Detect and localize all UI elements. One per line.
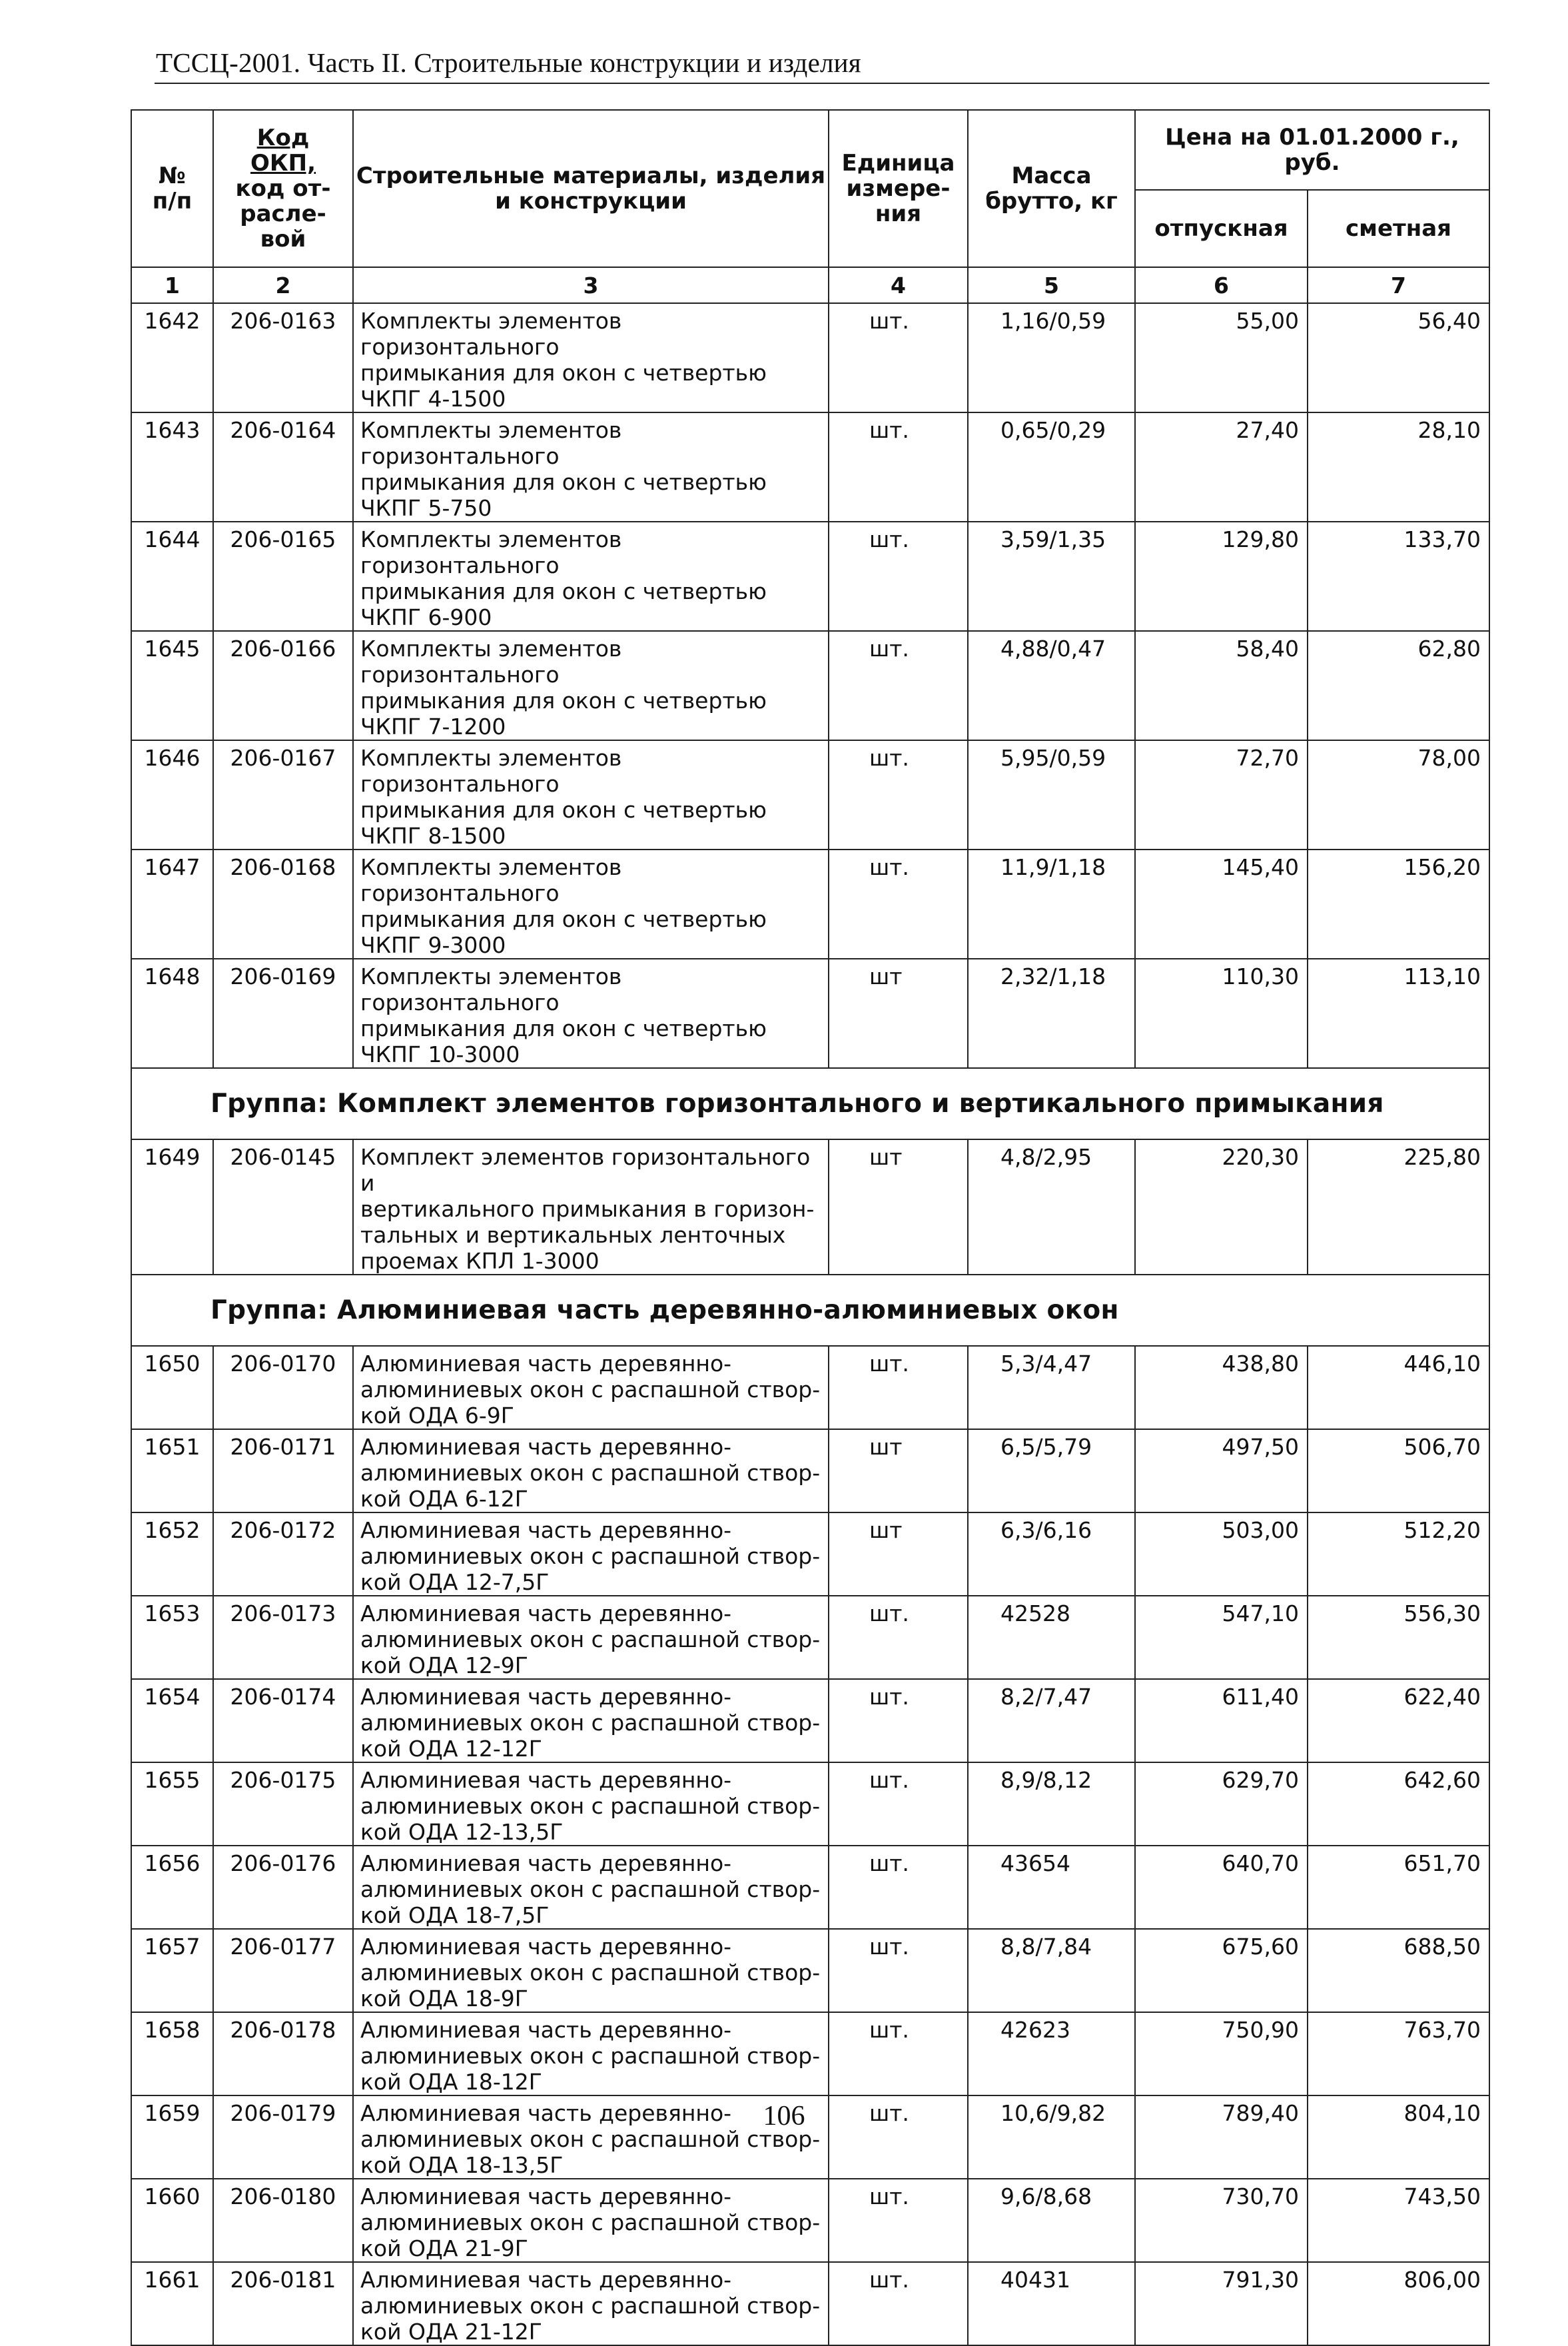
row-no: 1646	[131, 740, 213, 850]
table-row	[131, 740, 1489, 850]
row-name-line: Комплекты элементов горизонтального	[360, 963, 622, 1015]
header-no-line: №	[159, 163, 186, 189]
row-code: 206-0168	[213, 850, 353, 959]
row-no: 1661	[131, 2262, 213, 2345]
header-unit-line: измере-	[846, 175, 951, 202]
row-mass: 2,32/1,18	[968, 959, 1135, 1068]
header-mass-line: брутто, кг	[985, 188, 1118, 215]
row-name	[353, 850, 829, 959]
table-row	[131, 1139, 1489, 1275]
row-unit: шт.	[829, 522, 968, 631]
row-unit: шт	[829, 1429, 968, 1512]
row-wholesale-price: 438,80	[1135, 1346, 1308, 1429]
row-no: 1643	[131, 412, 213, 522]
row-estimate-price: 556,30	[1308, 1596, 1489, 1679]
header-no-line: п/п	[152, 188, 193, 215]
column-number: 5	[968, 267, 1135, 303]
row-name-line: алюминиевых окон с распашной створ-	[360, 2126, 821, 2152]
header-name-line: и конструкции	[495, 188, 687, 215]
row-wholesale-price: 129,80	[1135, 522, 1308, 631]
row-mass: 5,95/0,59	[968, 740, 1135, 850]
row-wholesale-price: 497,50	[1135, 1429, 1308, 1512]
row-name-line: вертикального примыкания в горизон-	[360, 1196, 815, 1222]
row-name	[353, 2012, 829, 2095]
row-code: 206-0174	[213, 1679, 353, 1762]
row-name-line: примыкания для окон с четвертью	[360, 688, 767, 714]
table-row	[131, 1512, 1489, 1596]
row-mass: 8,9/8,12	[968, 1762, 1135, 1846]
row-unit: шт.	[829, 2095, 968, 2179]
row-wholesale-price: 629,70	[1135, 1762, 1308, 1846]
row-unit: шт.	[829, 1596, 968, 1679]
row-estimate-price: 763,70	[1308, 2012, 1489, 2095]
row-code: 206-0170	[213, 1346, 353, 1429]
row-name-line: Алюминиевая часть деревянно-	[360, 2017, 732, 2043]
row-name	[353, 412, 829, 522]
row-name	[353, 2262, 829, 2345]
row-name-line: ЧКПГ 7-1200	[360, 714, 506, 740]
table-row	[131, 1346, 1489, 1429]
row-wholesale-price: 220,30	[1135, 1139, 1308, 1275]
row-name-line: Комплекты элементов горизонтального	[360, 308, 622, 360]
table-row	[131, 1679, 1489, 1762]
row-no: 1660	[131, 2179, 213, 2262]
row-name-line: Алюминиевая часть деревянно-	[360, 2183, 732, 2209]
row-mass: 4,8/2,95	[968, 1139, 1135, 1275]
row-no: 1645	[131, 631, 213, 740]
row-name-line: кой ОДА 12-13,5Г	[360, 1819, 564, 1845]
row-wholesale-price: 791,30	[1135, 2262, 1308, 2345]
running-header: ТССЦ-2001. Часть II. Строительные конструкции и изделия	[156, 47, 861, 78]
row-name	[353, 1846, 829, 1929]
row-name-line: примыкания для окон с четвертью	[360, 797, 767, 823]
row-estimate-price: 62,80	[1308, 631, 1489, 740]
row-mass: 3,59/1,35	[968, 522, 1135, 631]
row-code: 206-0145	[213, 1139, 353, 1275]
price-table	[131, 109, 1490, 2346]
table-row	[131, 1929, 1489, 2012]
row-unit: шт.	[829, 850, 968, 959]
row-unit: шт.	[829, 1679, 968, 1762]
row-name-line: Алюминиевая часть деревянно-	[360, 2100, 732, 2126]
row-wholesale-price: 27,40	[1135, 412, 1308, 522]
row-name-line: кой ОДА 12-12Г	[360, 1736, 542, 1762]
row-name-line: алюминиевых окон с распашной створ-	[360, 1793, 821, 1819]
header-price-line: Цена на 01.01.2000 г.,	[1165, 124, 1459, 151]
row-no: 1657	[131, 1929, 213, 2012]
header-name-line: Строительные материалы, изделия	[356, 163, 826, 189]
row-name-line: проемах КПЛ 1-3000	[360, 1248, 599, 1274]
row-estimate-price: 804,10	[1308, 2095, 1489, 2179]
row-name-line: Комплект элементов горизонтального и	[360, 1144, 811, 1196]
row-unit: шт.	[829, 303, 968, 412]
row-mass: 1,16/0,59	[968, 303, 1135, 412]
table-row	[131, 959, 1489, 1068]
row-name-line: Алюминиевая часть деревянно-	[360, 1850, 732, 1876]
row-estimate-price: 642,60	[1308, 1762, 1489, 1846]
row-unit: шт.	[829, 740, 968, 850]
row-name-line: кой ОДА 12-9Г	[360, 1652, 528, 1678]
row-name-line: кой ОДА 12-7,5Г	[360, 1569, 550, 1595]
row-code: 206-0176	[213, 1846, 353, 1929]
table-row	[131, 303, 1489, 412]
row-unit: шт.	[829, 2262, 968, 2345]
row-name-line: алюминиевых окон с распашной створ-	[360, 1876, 821, 1902]
table-row	[131, 412, 1489, 522]
row-wholesale-price: 789,40	[1135, 2095, 1308, 2179]
header-no	[131, 110, 213, 267]
table-row	[131, 2012, 1489, 2095]
row-wholesale-price: 547,10	[1135, 1596, 1308, 1679]
header-name	[353, 110, 829, 267]
header-estimate: сметная	[1308, 190, 1489, 267]
row-no: 1644	[131, 522, 213, 631]
row-unit: шт.	[829, 1846, 968, 1929]
row-wholesale-price: 730,70	[1135, 2179, 1308, 2262]
row-code: 206-0175	[213, 1762, 353, 1846]
row-name-line: Комплекты элементов горизонтального	[360, 417, 622, 469]
row-wholesale-price: 145,40	[1135, 850, 1308, 959]
row-mass: 6,3/6,16	[968, 1512, 1135, 1596]
row-name-line: тальных и вертикальных ленточных	[360, 1222, 786, 1248]
header-code-line: Код	[256, 125, 310, 151]
row-name-line: ЧКПГ 10-3000	[360, 1041, 520, 1067]
row-name-line: кой ОДА 18-9Г	[360, 1986, 528, 2012]
row-no: 1652	[131, 1512, 213, 1596]
row-estimate-price: 651,70	[1308, 1846, 1489, 1929]
row-estimate-price: 622,40	[1308, 1679, 1489, 1762]
row-estimate-price: 56,40	[1308, 303, 1489, 412]
page-number: 106	[763, 2101, 805, 2131]
row-name-line: Алюминиевая часть деревянно-	[360, 1351, 732, 1377]
row-name-line: примыкания для окон с четвертью	[360, 1015, 767, 1041]
row-name-line: Комплекты элементов горизонтального	[360, 854, 622, 906]
header-code	[213, 110, 353, 267]
row-unit: шт	[829, 959, 968, 1068]
row-wholesale-price: 72,70	[1135, 740, 1308, 850]
row-name-line: Комплекты элементов горизонтального	[360, 745, 622, 797]
row-name-line: Комплекты элементов горизонтального	[360, 636, 622, 688]
row-code: 206-0178	[213, 2012, 353, 2095]
row-name	[353, 1512, 829, 1596]
header-mass	[968, 110, 1135, 267]
row-name	[353, 740, 829, 850]
row-name-line: Алюминиевая часть деревянно-	[360, 1600, 732, 1626]
row-name	[353, 2179, 829, 2262]
row-estimate-price: 156,20	[1308, 850, 1489, 959]
row-code: 206-0169	[213, 959, 353, 1068]
row-code: 206-0165	[213, 522, 353, 631]
table-header	[131, 110, 1489, 267]
row-no: 1656	[131, 1846, 213, 1929]
row-wholesale-price: 58,40	[1135, 631, 1308, 740]
row-name-line: кой ОДА 18-13,5Г	[360, 2152, 564, 2178]
row-name-line: алюминиевых окон с распашной створ-	[360, 2209, 821, 2235]
row-unit: шт.	[829, 412, 968, 522]
row-name-line: ЧКПГ 5-750	[360, 495, 492, 521]
row-name	[353, 631, 829, 740]
row-name-line: Алюминиевая часть деревянно-	[360, 1517, 732, 1543]
header-price-line: руб.	[1284, 149, 1340, 176]
group-heading: Группа: Комплект элементов горизонтального и вертикального примыкания	[131, 1068, 1489, 1139]
header-price	[1135, 110, 1489, 190]
header-wholesale: отпускная	[1135, 190, 1308, 267]
table-row	[131, 2262, 1489, 2345]
row-mass: 8,8/7,84	[968, 1929, 1135, 2012]
row-code: 206-0167	[213, 740, 353, 850]
row-name-line: ЧКПГ 4-1500	[360, 386, 506, 412]
row-code: 206-0177	[213, 1929, 353, 2012]
column-numbers-row	[131, 267, 1489, 303]
row-estimate-price: 28,10	[1308, 412, 1489, 522]
row-no: 1642	[131, 303, 213, 412]
row-name-line: алюминиевых окон с распашной створ-	[360, 1377, 821, 1403]
row-wholesale-price: 640,70	[1135, 1846, 1308, 1929]
column-number: 2	[213, 267, 353, 303]
row-name	[353, 522, 829, 631]
row-wholesale-price: 611,40	[1135, 1679, 1308, 1762]
row-code: 206-0164	[213, 412, 353, 522]
row-name-line: кой ОДА 18-7,5Г	[360, 1902, 550, 1928]
table-row	[131, 1429, 1489, 1512]
row-name	[353, 1929, 829, 2012]
row-no: 1647	[131, 850, 213, 959]
header-code-line: ОКП,	[250, 150, 316, 177]
row-name-line: алюминиевых окон с распашной створ-	[360, 1543, 821, 1569]
table-row	[131, 850, 1489, 959]
row-estimate-price: 225,80	[1308, 1139, 1489, 1275]
row-name-line: кой ОДА 6-12Г	[360, 1486, 528, 1512]
table-row	[131, 2179, 1489, 2262]
row-estimate-price: 743,50	[1308, 2179, 1489, 2262]
row-name-line: алюминиевых окон с распашной створ-	[360, 1626, 821, 1652]
header-code-line: расле-	[240, 201, 326, 227]
row-no: 1658	[131, 2012, 213, 2095]
header-code-line: код от-	[235, 175, 331, 202]
row-estimate-price: 113,10	[1308, 959, 1489, 1068]
row-name	[353, 959, 829, 1068]
group-heading: Группа: Алюминиевая часть деревянно-алюминиевых окон	[131, 1275, 1489, 1346]
row-name	[353, 1139, 829, 1275]
row-name-line: Алюминиевая часть деревянно-	[360, 1434, 732, 1460]
table-row	[131, 522, 1489, 631]
row-name-line: кой ОДА 6-9Г	[360, 1403, 514, 1429]
row-estimate-price: 446,10	[1308, 1346, 1489, 1429]
row-unit: шт.	[829, 1929, 968, 2012]
row-mass: 8,2/7,47	[968, 1679, 1135, 1762]
row-name-line: Алюминиевая часть деревянно-	[360, 1684, 732, 1710]
row-name-line: Алюминиевая часть деревянно-	[360, 2267, 732, 2293]
row-name-line: Алюминиевая часть деревянно-	[360, 1934, 732, 1960]
row-no: 1654	[131, 1679, 213, 1762]
column-number: 3	[353, 267, 829, 303]
row-estimate-price: 512,20	[1308, 1512, 1489, 1596]
row-no: 1648	[131, 959, 213, 1068]
row-unit: шт.	[829, 1346, 968, 1429]
row-name-line: ЧКПГ 9-3000	[360, 932, 506, 958]
row-name-line: кой ОДА 21-9Г	[360, 2235, 528, 2261]
row-name	[353, 1346, 829, 1429]
column-number: 7	[1308, 267, 1489, 303]
row-unit: шт	[829, 1139, 968, 1275]
row-wholesale-price: 750,90	[1135, 2012, 1308, 2095]
row-no: 1649	[131, 1139, 213, 1275]
column-number: 4	[829, 267, 968, 303]
header-rule	[155, 83, 1489, 84]
row-estimate-price: 506,70	[1308, 1429, 1489, 1512]
row-mass: 0,65/0,29	[968, 412, 1135, 522]
row-name-line: Комплекты элементов горизонтального	[360, 526, 622, 578]
row-code: 206-0179	[213, 2095, 353, 2179]
row-no: 1655	[131, 1762, 213, 1846]
row-mass: 6,5/5,79	[968, 1429, 1135, 1512]
row-code: 206-0171	[213, 1429, 353, 1512]
row-name-line: алюминиевых окон с распашной створ-	[360, 1960, 821, 1986]
row-no: 1650	[131, 1346, 213, 1429]
row-estimate-price: 806,00	[1308, 2262, 1489, 2345]
row-wholesale-price: 55,00	[1135, 303, 1308, 412]
row-no: 1651	[131, 1429, 213, 1512]
row-unit: шт.	[829, 631, 968, 740]
row-no: 1653	[131, 1596, 213, 1679]
row-name-line: алюминиевых окон с распашной створ-	[360, 2043, 821, 2069]
row-name-line: примыкания для окон с четвертью	[360, 360, 767, 386]
row-name	[353, 303, 829, 412]
row-wholesale-price: 675,60	[1135, 1929, 1308, 2012]
row-name	[353, 1429, 829, 1512]
row-no: 1659	[131, 2095, 213, 2179]
row-name-line: ЧКПГ 8-1500	[360, 823, 506, 849]
row-wholesale-price: 110,30	[1135, 959, 1308, 1068]
row-unit: шт.	[829, 1762, 968, 1846]
row-name-line: примыкания для окон с четвертью	[360, 469, 767, 495]
row-mass: 40431	[968, 2262, 1135, 2345]
row-mass: 10,6/9,82	[968, 2095, 1135, 2179]
header-code-line: вой	[260, 226, 306, 253]
row-name-line: Алюминиевая часть деревянно-	[360, 1767, 732, 1793]
row-code: 206-0180	[213, 2179, 353, 2262]
row-code: 206-0163	[213, 303, 353, 412]
row-mass: 5,3/4,47	[968, 1346, 1135, 1429]
row-name-line: примыкания для окон с четвертью	[360, 578, 767, 604]
row-unit: шт	[829, 1512, 968, 1596]
row-name-line: кой ОДА 18-12Г	[360, 2069, 542, 2095]
column-number: 1	[131, 267, 213, 303]
row-name-line: ЧКПГ 6-900	[360, 604, 492, 630]
row-code: 206-0166	[213, 631, 353, 740]
header-unit-line: Единица	[841, 150, 955, 177]
row-estimate-price: 133,70	[1308, 522, 1489, 631]
table-row	[131, 631, 1489, 740]
row-mass: 42528	[968, 1596, 1135, 1679]
column-number: 6	[1135, 267, 1308, 303]
table-row	[131, 1762, 1489, 1846]
group-heading-row	[131, 1275, 1489, 1346]
row-mass: 9,6/8,68	[968, 2179, 1135, 2262]
row-estimate-price: 78,00	[1308, 740, 1489, 850]
row-estimate-price: 688,50	[1308, 1929, 1489, 2012]
row-wholesale-price: 503,00	[1135, 1512, 1308, 1596]
row-mass: 43654	[968, 1846, 1135, 1929]
row-name-line: примыкания для окон с четвертью	[360, 906, 767, 932]
table-row	[131, 1596, 1489, 1679]
row-code: 206-0181	[213, 2262, 353, 2345]
header-unit-line: ния	[875, 201, 922, 227]
group-heading-row	[131, 1068, 1489, 1139]
row-name-line: кой ОДА 21-12Г	[360, 2319, 542, 2345]
header-unit	[829, 110, 968, 267]
row-name	[353, 1596, 829, 1679]
row-unit: шт.	[829, 2012, 968, 2095]
row-mass: 4,88/0,47	[968, 631, 1135, 740]
row-code: 206-0173	[213, 1596, 353, 1679]
row-name	[353, 1679, 829, 1762]
table-row	[131, 1846, 1489, 1929]
row-name-line: алюминиевых окон с распашной створ-	[360, 1460, 821, 1486]
header-mass-line: Масса	[1011, 163, 1092, 189]
row-name-line: алюминиевых окон с распашной створ-	[360, 1710, 821, 1736]
row-unit: шт.	[829, 2179, 968, 2262]
row-mass: 11,9/1,18	[968, 850, 1135, 959]
row-mass: 42623	[968, 2012, 1135, 2095]
row-code: 206-0172	[213, 1512, 353, 1596]
row-name-line: алюминиевых окон с распашной створ-	[360, 2293, 821, 2319]
row-name	[353, 1762, 829, 1846]
